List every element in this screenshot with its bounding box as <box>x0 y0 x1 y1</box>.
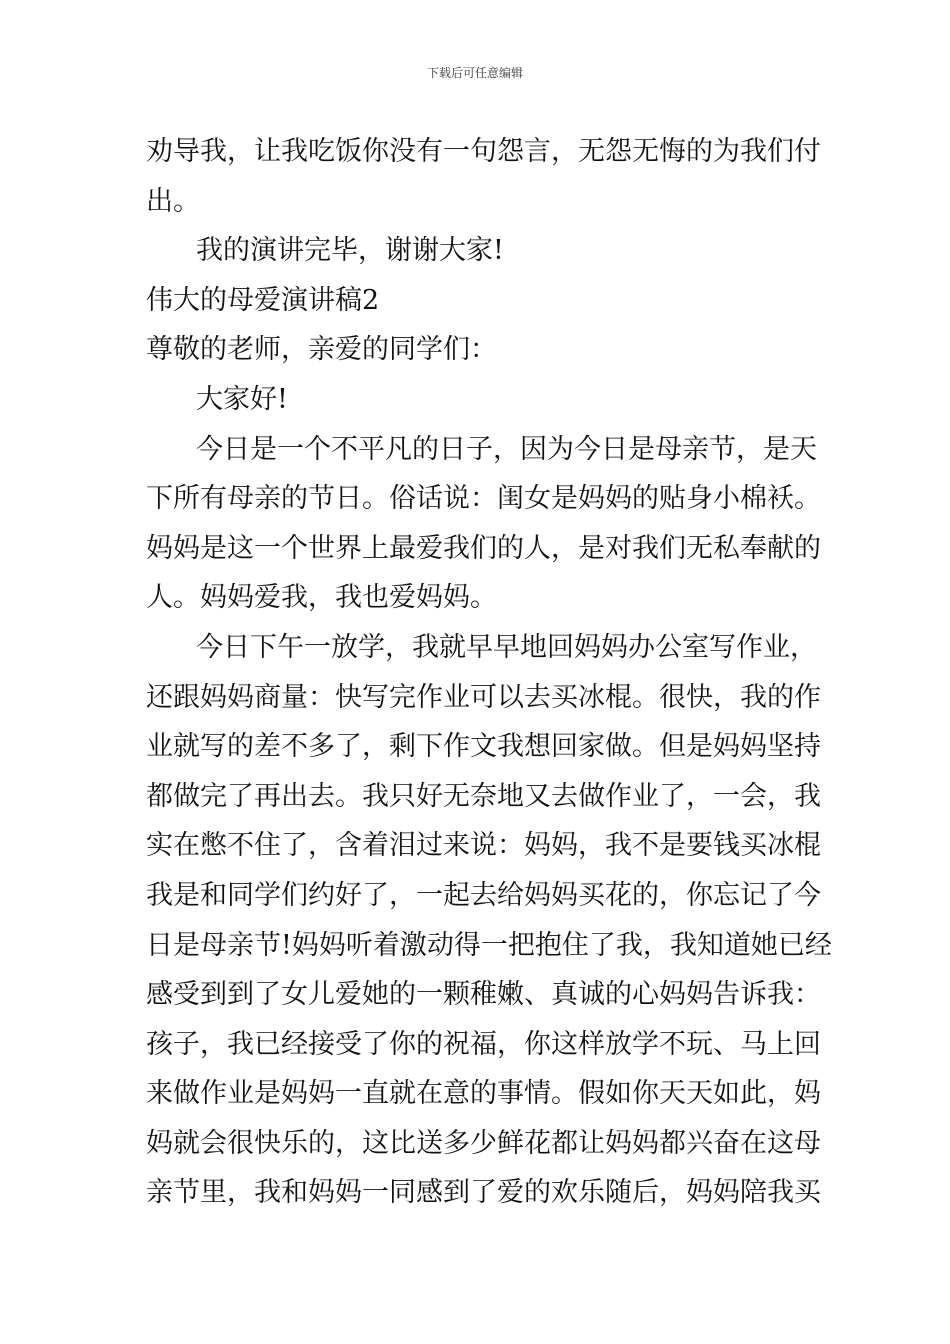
text-line: 还跟妈妈商量：快写完作业可以去买冰棍。很快，我的作 <box>146 681 821 713</box>
text-line: 感受到到了女儿爱她的一颗稚嫩、真诚的心妈妈告诉我： <box>146 979 821 1011</box>
text-line: 下所有母亲的节日。俗话说：闺女是妈妈的贴身小棉袄。 <box>146 483 821 515</box>
page-header: 下载后可任意编辑 <box>426 66 523 80</box>
text-line: 我是和同学们约好了，一起去给妈妈买花的，你忘记了今 <box>146 879 821 911</box>
text-line: 劝导我，让我吃饭你没有一句怨言，无怨无悔的为我们付 <box>146 136 821 167</box>
text-line: 亲节里，我和妈妈一同感到了爱的欢乐随后，妈妈陪我买 <box>146 1177 821 1209</box>
text-line: 人。妈妈爱我，我也爱妈妈。 <box>146 582 497 614</box>
text-line: 实在憋不住了，含着泪过来说：妈妈，我不是要钱买冰棍 <box>146 830 821 862</box>
text-line: 日是母亲节!妈妈听着激动得一把抱住了我，我知道她已经 <box>146 929 832 961</box>
text-line: 来做作业是妈妈一直就在意的事情。假如你天天如此，妈 <box>146 1078 821 1110</box>
text-line: 出。 <box>146 185 200 217</box>
text-line: 业就写的差不多了，剩下作文我想回家做。但是妈妈坚持 <box>146 731 821 763</box>
salutation: 尊敬的老师，亲爱的同学们： <box>146 334 497 366</box>
greeting: 大家好! <box>196 383 288 415</box>
text-line: 妈就会很快乐的，这比送多少鲜花都让妈妈都兴奋在这母 <box>146 1127 821 1159</box>
text-line: 我的演讲完毕，谢谢大家! <box>196 235 504 267</box>
text-line: 孩子，我已经接受了你的祝福，你这样放学不玩、马上回 <box>146 1028 821 1060</box>
section-title: 伟大的母爱演讲稿2 <box>146 284 380 316</box>
text-line: 都做完了再出去。我只好无奈地又去做作业了，一会，我 <box>146 780 821 812</box>
text-line: 今日是一个不平凡的日子，因为今日是母亲节，是天 <box>196 433 817 465</box>
document-body <box>146 127 832 1218</box>
text-line: 今日下午一放学，我就早早地回妈妈办公室写作业， <box>196 631 817 663</box>
text-line: 妈妈是这一个世界上最爱我们的人，是对我们无私奉献的 <box>146 532 821 564</box>
